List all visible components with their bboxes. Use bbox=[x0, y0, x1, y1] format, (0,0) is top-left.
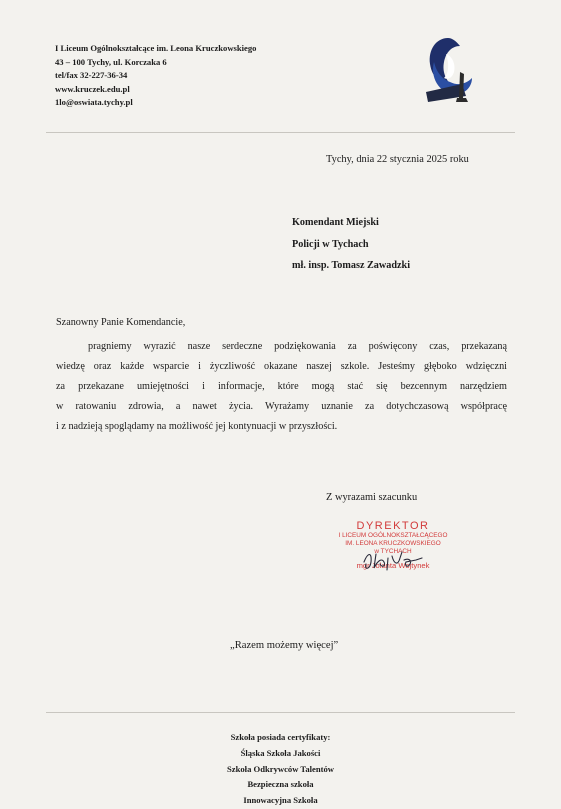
letter-body bbox=[56, 337, 507, 437]
handwritten-signature-icon bbox=[358, 548, 428, 574]
school-name: I Liceum Ogólnokształcące im. Leona Kruczkowskiego bbox=[55, 43, 257, 53]
school-phone: tel/fax 32-227-36-34 bbox=[55, 70, 128, 81]
certificate-item: Szkoła Odkrywców Talentów bbox=[227, 763, 334, 774]
letterhead bbox=[55, 42, 256, 110]
certificates-heading: Szkoła posiada certyfikaty: bbox=[230, 732, 331, 742]
recipient-title: Komendant Miejski bbox=[292, 217, 379, 228]
stamp-school-line: I LICEUM OGÓLNOKSZTAŁCĄCEGO bbox=[338, 532, 448, 539]
stamp-city-line: w TYCHACH bbox=[374, 548, 412, 555]
body-line: za przekazane umiejętności i informacje, które mogą stać się bezcennym narzędziem bbox=[56, 380, 507, 392]
recipient-name: mł. insp. Tomasz Zawadzki bbox=[292, 260, 411, 271]
body-line: wiedzę oraz każde wsparcie i życzliwość okazane naszej szkole. Jesteśmy głęboko wdzięczni bbox=[56, 360, 507, 372]
recipient-institution: Policji w Tychach bbox=[292, 238, 369, 250]
header-divider bbox=[46, 132, 515, 133]
school-logo-icon bbox=[416, 34, 474, 106]
school-address: 43 – 100 Tychy, ul. Korczaka 6 bbox=[55, 56, 167, 67]
recipient-block bbox=[292, 212, 410, 277]
school-email: 1lo@oswiata.tychy.pl bbox=[55, 97, 133, 108]
body-line: w ratowaniu zdrowia, a nawet życia. Wyrażamy uznanie za dotychczasową współpracę bbox=[56, 400, 507, 412]
certificate-item: Innowacyjna Szkoła bbox=[243, 795, 318, 806]
school-website: www.kruczek.edu.pl bbox=[55, 83, 130, 94]
stamp-patron-line: IM. LEONA KRUCZKOWSKIEGO bbox=[345, 540, 441, 547]
motto: „Razem możemy więcej” bbox=[230, 640, 339, 651]
certificates-footer bbox=[0, 730, 561, 809]
salutation: Szanowny Panie Komendancie, bbox=[56, 317, 186, 328]
body-line: i z nadzieją spoglądamy na możliwość jej kontynuacji w przyszłości. bbox=[56, 420, 338, 432]
stamp-name: mgr Jolanta Wojtynek bbox=[356, 561, 430, 570]
footer-divider bbox=[46, 712, 515, 713]
closing-line: Z wyrazami szacunku bbox=[326, 492, 418, 503]
body-line: pragniemy wyrazić nasze serdeczne podziękowania za poświęcony czas, przekazaną bbox=[88, 341, 507, 352]
date-line: Tychy, dnia 22 stycznia 2025 roku bbox=[326, 154, 469, 165]
certificate-item: Śląska Szkoła Jakości bbox=[240, 747, 321, 758]
stamp-title: DYREKTOR bbox=[356, 520, 430, 532]
certificate-item: Bezpieczna szkoła bbox=[247, 779, 314, 790]
